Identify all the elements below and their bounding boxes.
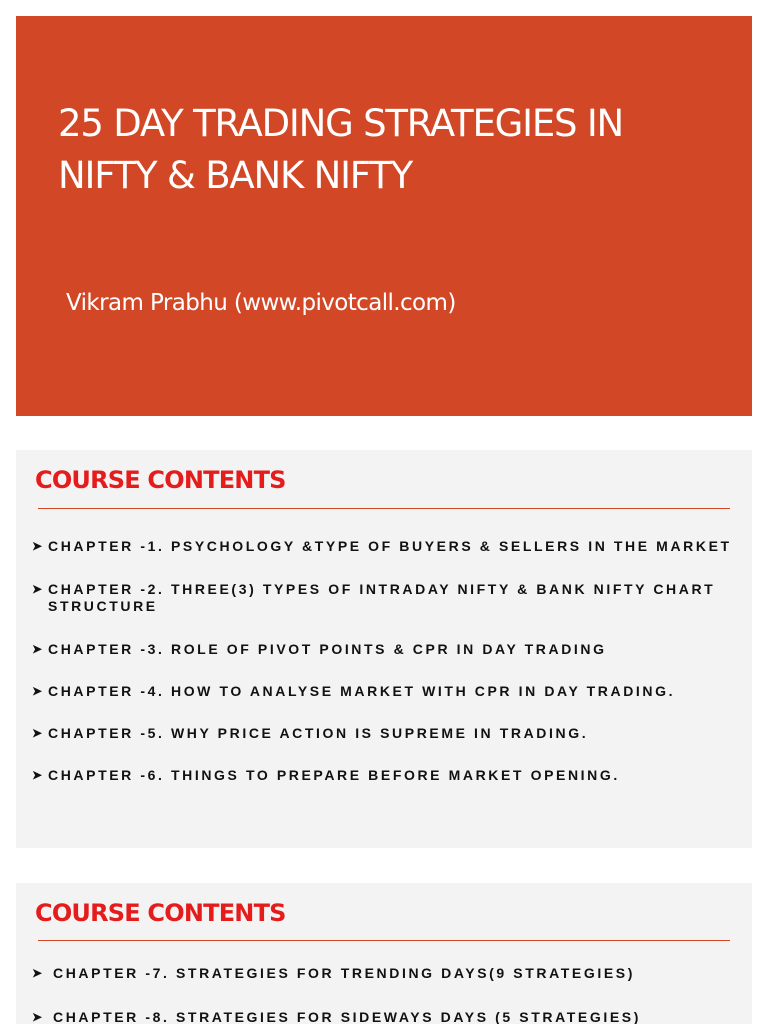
chapter-text: CHAPTER -3. ROLE OF PIVOT POINTS & CPR IN DAY TRADING — [48, 641, 607, 657]
heading-divider — [38, 508, 730, 509]
course-contents-slide-1 — [16, 450, 752, 848]
arrowhead-bullet-icon: ➤ — [32, 966, 43, 980]
arrowhead-bullet-icon: ➤ — [32, 642, 43, 656]
chapter-text: CHAPTER -4. HOW TO ANALYSE MARKET WITH CPR IN DAY TRADING. — [48, 683, 676, 699]
chapter-text: CHAPTER -1. PSYCHOLOGY &TYPE OF BUYERS & SELLERS IN THE MARKET — [48, 538, 732, 554]
title-slide — [16, 16, 752, 416]
chapter-item — [32, 1009, 732, 1024]
arrowhead-bullet-icon: ➤ — [32, 768, 43, 782]
slide-heading: COURSE CONTENTS — [35, 466, 286, 494]
chapter-item — [32, 725, 732, 742]
chapter-item — [32, 683, 732, 700]
chapter-text: CHAPTER -6. THINGS TO PREPARE BEFORE MARKET OPENING. — [48, 767, 620, 783]
heading-divider — [38, 940, 730, 941]
arrowhead-bullet-icon: ➤ — [32, 539, 43, 553]
arrowhead-bullet-icon: ➤ — [32, 582, 43, 596]
chapter-text: CHAPTER -8. STRATEGIES FOR SIDEWAYS DAYS (5 STRATEGIES) — [53, 1009, 641, 1024]
chapter-item — [32, 641, 732, 658]
arrowhead-bullet-icon: ➤ — [32, 1010, 43, 1024]
document-title: 25 DAY TRADING STRATEGIES IN NIFTY & BANK NIFTY — [58, 102, 624, 197]
chapter-text: CHAPTER -5. WHY PRICE ACTION IS SUPREME IN TRADING. — [48, 725, 589, 741]
chapter-text: CHAPTER -2. THREE(3) TYPES OF INTRADAY NIFTY & BANK NIFTY CHART STRUCTURE — [48, 581, 716, 614]
chapter-item — [32, 581, 732, 615]
chapter-list — [32, 965, 732, 1024]
chapter-text: CHAPTER -7. STRATEGIES FOR TRENDING DAYS(9 STRATEGIES) — [53, 965, 635, 981]
chapter-item — [32, 538, 732, 555]
slide-heading: COURSE CONTENTS — [35, 899, 286, 927]
course-contents-slide-2 — [16, 883, 752, 1024]
chapter-item — [32, 965, 732, 982]
chapter-list — [32, 538, 732, 809]
chapter-item — [32, 767, 732, 784]
arrowhead-bullet-icon: ➤ — [32, 726, 43, 740]
arrowhead-bullet-icon: ➤ — [32, 684, 43, 698]
author-subtitle: Vikram Prabhu (www.pivotcall.com) — [66, 290, 456, 316]
